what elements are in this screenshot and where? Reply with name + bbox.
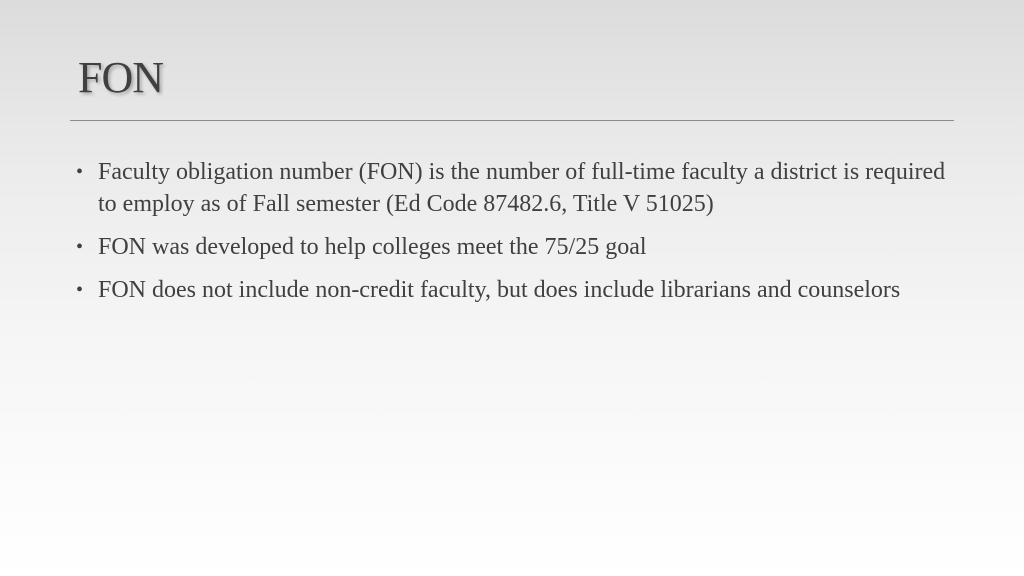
slide-title: FON (78, 53, 164, 102)
bullet-list (76, 156, 956, 317)
bullet-icon: • (76, 279, 84, 301)
bullet-text: FON does not include non-credit faculty, but does include librarians and counselors (98, 277, 901, 303)
bullet-text: FON was developed to help colleges meet the 75/25 goal (98, 234, 647, 260)
bullet-icon: • (76, 161, 84, 183)
bullet-item (76, 231, 956, 263)
title-divider (70, 120, 954, 121)
bullet-text: Faculty obligation number (FON) is the number of full-time faculty a district is required to employ as of Fall semester (Ed Code 87482.6, Title V 51025) (98, 159, 946, 217)
bullet-item (76, 156, 956, 220)
bullet-icon: • (76, 236, 84, 258)
bullet-item (76, 274, 956, 306)
